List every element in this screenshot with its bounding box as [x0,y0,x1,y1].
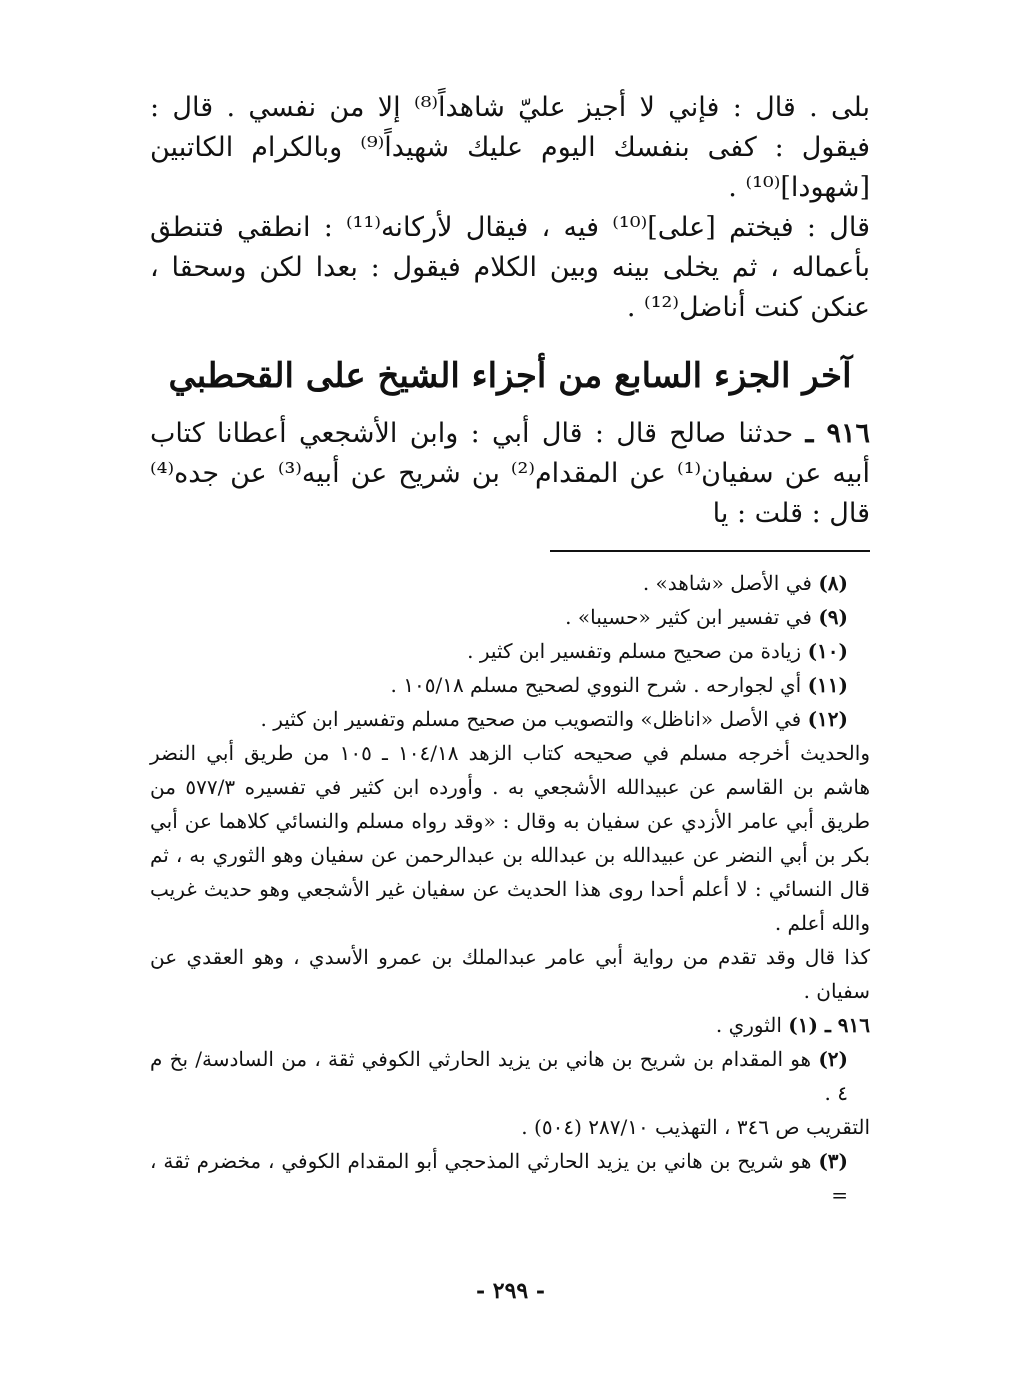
section-title: آخر الجزء السابع من أجزاء الشيخ على القحطبي [168,356,852,396]
paragraph: بلى . قال : فإني لا أجيز عليّ شاهداً⁽⁸⁾ إلا من نفسي . قال : فيقول : كفى بنفسك اليوم عليك شهيداً⁽⁹⁾ وبالكرام الكاتبين [شهودا]⁽¹⁰⁾ . [150,92,871,203]
hadith-paragraph [150,414,870,534]
footnote: (٣) هو شريح بن هاني بن يزيد الحارثي المذحجي أبو المقدام الكوفي ، مخضرم ثقة ، = [150,1149,849,1207]
footnote: التقريب ص ٣٤٦ ، التهذيب ٢٨٧/١٠ (٥٠٤) . [521,1115,870,1139]
paragraph: قال : فيختم [على]⁽¹⁰⁾ فيه ، فيقال لأركانه⁽¹¹⁾ : انطقي فتنطق بأعماله ، ثم يخلى بينه وبين الكلام فيقول : بعدا لكن وسحقا ، عنكن كنت أناضل⁽¹²⁾ . [150,212,871,323]
footnote: ٩١٦ ـ (١) الثوري . [715,1013,870,1037]
footnote-paragraph: كذا قال وقد تقدم من رواية أبي عامر عبدالملك بن عمرو الأسدي ، وهو العقدي عن سفيان . [150,945,870,1003]
hadith-text [150,414,870,534]
footnote: (١٠) زيادة من صحيح مسلم وتفسير ابن كثير . [467,639,848,663]
page-number: - ٢٩٩ - [475,1278,546,1304]
hadith-number: ٩١٦ ـ [805,418,870,449]
page-content [150,88,870,1212]
hadith-body: حدثنا صالح قال : قال أبي : وابن الأشجعي أعطانا كتاب أبيه عن سفيان⁽¹⁾ عن المقدام⁽²⁾ بن شريح عن أبيه⁽³⁾ عن جده⁽⁴⁾ قال : قلت : يا [150,418,870,529]
footnote: (٨) في الأصل «شاهد» . [642,571,848,595]
main-text [150,88,870,328]
footnote: (٢) هو المقدام بن شريح بن هاني بن يزيد الحارثي الكوفي ثقة ، من السادسة/ بخ م ٤ . [150,1047,849,1105]
footnote: (١٢) في الأصل «اناظل» والتصويب من صحيح مسلم وتفسير ابن كثير . [260,707,848,731]
footnote-paragraph: والحديث أخرجه مسلم في صحيحه كتاب الزهد ١٠٤/١٨ ـ ١٠٥ من طريق أبي النضر هاشم بن القاسم عن عبيدالله الأشجعي به . وأورده ابن كثير في تفسيره ٥٧٧/٣ من طريق أبي عامر الأزدي عن سفيان به وقال : «وقد رواه مسلم والنسائي كلاهما عن أبي بكر بن أبي النضر عن عبيدالله بن عبدالله بن عبدالرحمن عن سفيان وهو الثوري به ، ثم قال النسائي : لا أعلم أحدا روى هذا الحديث عن سفيان غير الأشجعي وهو حديث غريب والله أعلم . [150,741,870,935]
footnote: (١١) أي لجوارحه . شرح النووي لصحيح مسلم ١٠٥/١٨ . [390,673,848,697]
footnote: (٩) في تفسير ابن كثير «حسيبا» . [565,605,848,629]
footnote-separator [550,550,870,552]
footnotes [150,566,870,1212]
